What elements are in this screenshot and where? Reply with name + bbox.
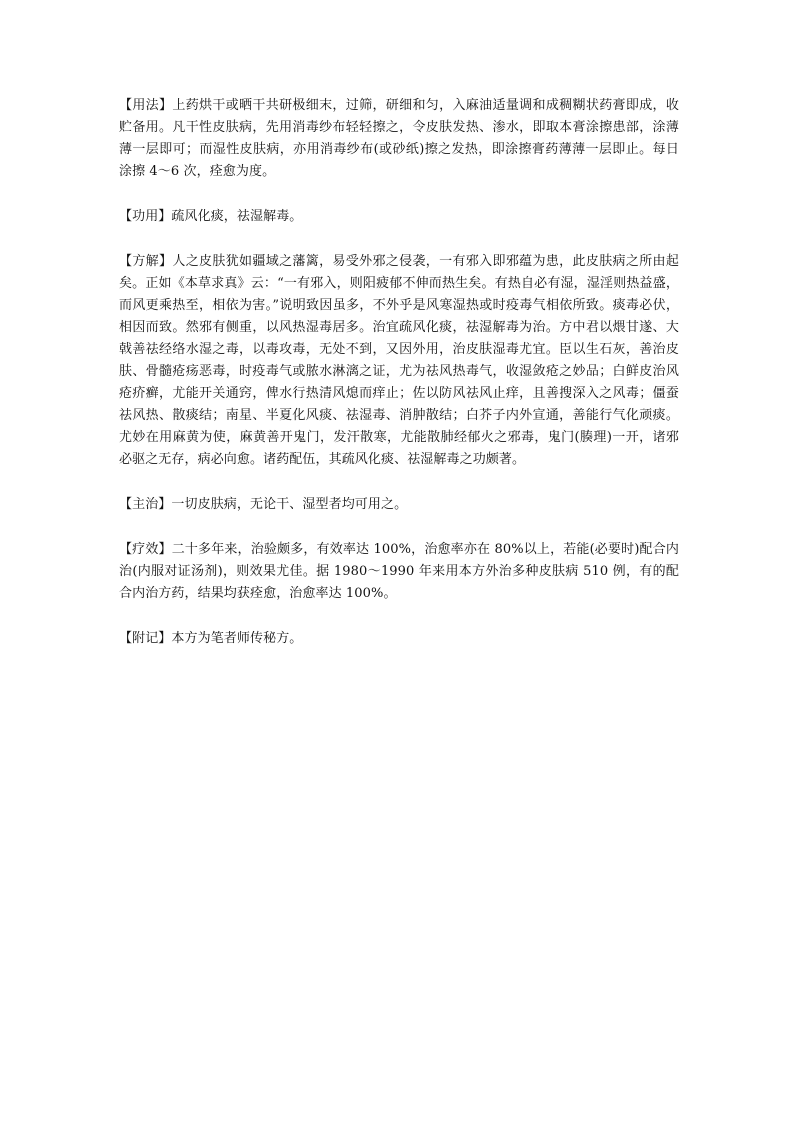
section-efficacy [119,539,679,605]
section-text-usage: 上药烘干或晒干共研极细末，过筛，研细和匀，入麻油适量调和成稠糊状药膏即成，收贮备用。凡干性皮肤病，先用消毒纱布轻轻擦之，令皮肤发热、渗水，即取本膏涂擦患部，涂薄薄一层即可；而湿性皮肤病，亦用消毒纱布(或砂纸)擦之发热，即涂擦膏药薄薄一层即止。每日涂擦 4～6 次，痊愈为度。 [119,98,679,179]
section-function [119,206,679,228]
section-note [119,628,679,650]
section-usage [119,95,679,183]
section-text-function: 疏风化痰，祛湿解毒。 [171,209,303,224]
section-label-function: 【功用】 [119,209,172,224]
section-text-note: 本方为笔者师传秘方。 [171,631,303,646]
section-text-efficacy: 二十多年来，治验颇多，有效率达 100%，治愈率亦在 80%以上，若能(必要时)配合内治(内服对证汤剂)，则效果尤佳。据 1980～1990 年来用本方外治多种皮肤病 510 例，有的配合内治方药，结果均获痊愈，治愈率达 100%。 [119,542,679,601]
document-page [119,95,679,673]
section-label-explanation: 【方解】 [119,254,173,269]
section-text-indication: 一切皮肤病，无论干、湿型者均可用之。 [171,497,408,512]
section-indication [119,494,679,516]
section-label-usage: 【用法】 [119,98,173,113]
section-label-note: 【附记】 [119,631,172,646]
section-label-indication: 【主治】 [119,497,172,512]
section-text-explanation: 人之皮肤犹如疆域之藩篱，易受外邪之侵袭，一有邪入即邪蕴为患，此皮肤病之所由起矣。正如《本草求真》云：“一有邪入，则阳疲郁不伸而热生矣。有热自必有湿，湿淫则热益盛，而风更乘热至，相依为害。”说明致因虽多，不外乎是风寒湿热或时疫毒气相依所致。痰毒必伏，相因而致。然邪有侧重，以风热湿毒居多。治宜疏风化痰，祛湿解毒为治。方中君以煨甘遂、大戟善祛经络水湿之毒，以毒攻毒，无处不到，又因外用，治皮肤湿毒尤宜。臣以生石灰，善治皮肤、骨髓疮疡恶毒，时疫毒气或脓水淋漓之证，尤为祛风热毒气，收湿敛疮之妙品；白鲜皮治风疮疥癣，尤能开关通窍，俾水行热清风熄而痒止；佐以防风祛风止痒，且善搜深入之风毒；僵蚕祛风热、散痰结；南星、半夏化风痰、祛湿毒、消肿散结；白芥子内外宣通，善能行气化顽痰。尤妙在用麻黄为使，麻黄善开鬼门，发汗散寒，尤能散肺经郁火之邪毒，鬼门(腠理)一开，诸邪必驱之无存，病必向愈。诸药配伍，其疏风化痰、祛湿解毒之功颇著。 [119,254,679,467]
section-label-efficacy: 【疗效】 [119,542,172,557]
section-explanation [119,251,679,471]
